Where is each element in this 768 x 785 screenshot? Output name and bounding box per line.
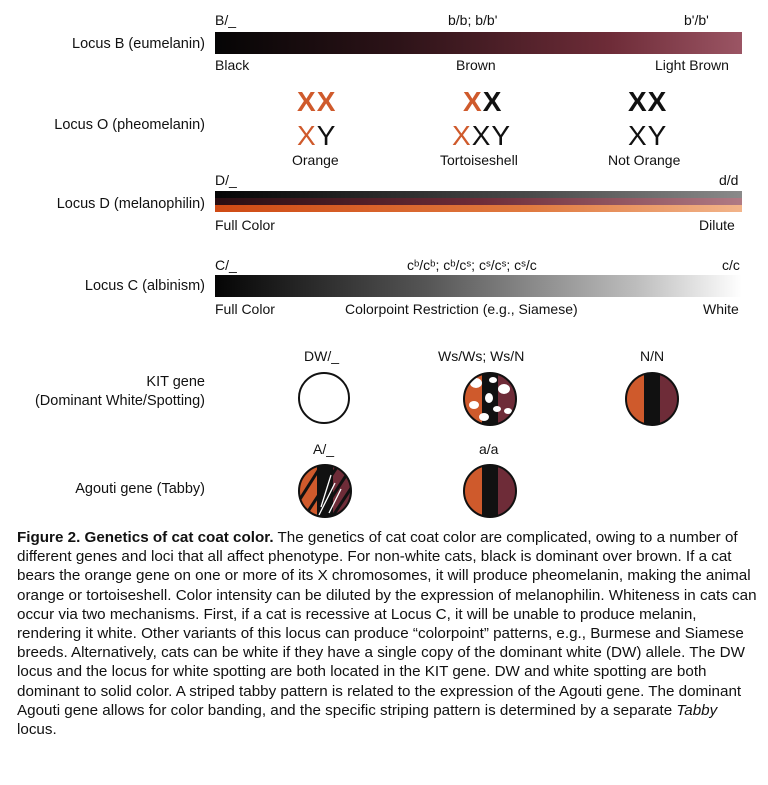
locus-c-genotype-dominant: C/_ (215, 257, 237, 273)
not-orange-female-genotype: XX (628, 86, 668, 117)
kit-genotype-solid: N/N (640, 348, 665, 364)
kit-genotype-spotting: Ws/Ws; Ws/N (438, 348, 525, 364)
orange-female-genotype: XX (297, 86, 337, 117)
locus-o-label: Locus O (pheomelanin) (54, 117, 205, 133)
solid-color-circle (624, 371, 680, 427)
locus-d-brown-band (215, 198, 742, 205)
figure-caption-title: Figure 2. Genetics of cat coat color. (17, 529, 274, 546)
phenotype-orange-label: Orange (292, 152, 339, 168)
agouti-genotype-recessive: a/a (479, 441, 499, 457)
locus-c-genotype-recessive: c/c (722, 257, 740, 273)
locus-d-phenotype-dilute: Dilute (699, 217, 735, 233)
locus-b-genotype-dominant: B/_ (215, 12, 237, 28)
tabby-circle (297, 463, 353, 519)
figure-caption-text-1: The genetics of cat coat color are complicated, owing to a number of different genes and loci that all affect phenotype. For non-white cats, black is dominant over brown. If a cat bears the orange gene on one or more of its X chromosomes, it will produce pheomelanin, making the animal orange or tortoiseshell. Color intensity can be diluted by the expression of melanophilin. Whiteness in cats can occur via two mechanisms. First, if a cat is recessive at Locus C, it will be unable to produce melanin, rendering it white. Other variants of this locus can produce “colorpoint” patterns, e.g., Burmese and Siamese breeds. Alternatively, cats can be white if they have a single copy of the dominant white (DW) allele. The DW locus and the locus for white spotting are both located in the KIT gene. DW and white spotting are both dominant to solid color. A striped tabby pattern is related to the expression of the Agouti gene. The dominant Agouti gene allows for color banding, and the specific striping pattern is determined by a separate (17, 529, 757, 719)
locus-b-phenotype-light-brown: Light Brown (655, 57, 729, 73)
locus-c-phenotype-full: Full Color (215, 301, 275, 317)
locus-d-label: Locus D (melanophilin) (56, 196, 205, 212)
phenotype-tortoiseshell-label: Tortoiseshell (440, 152, 518, 168)
kit-label-line2: (Dominant White/Spotting) (34, 393, 205, 409)
orange-male-genotype: XY (297, 120, 337, 151)
kit-label-line1: KIT gene (146, 374, 205, 390)
locus-b-label: Locus B (eumelanin) (72, 36, 205, 52)
locus-b-phenotype-brown: Brown (456, 57, 496, 73)
locus-d-genotype-recessive: d/d (719, 172, 739, 188)
locus-c-gradient-bar (215, 275, 742, 297)
locus-b-genotype-mid: b/b; b/b' (448, 12, 498, 28)
locus-c-label: Locus C (albinism) (84, 278, 205, 294)
locus-d-genotype-dominant: D/_ (215, 172, 237, 188)
kit-genotype-dominant-white: DW/_ (304, 348, 339, 364)
locus-c-genotype-colorpoint: cᵇ/cᵇ; cᵇ/cˢ; cˢ/cˢ; cˢ/c (407, 257, 537, 273)
locus-d-phenotype-full: Full Color (215, 217, 275, 233)
phenotype-not-orange-label: Not Orange (608, 152, 681, 168)
locus-b-gradient-bar (215, 32, 742, 54)
white-spotting-circle (462, 371, 518, 427)
agouti-genotype-dominant: A/_ (313, 441, 335, 457)
locus-b-phenotype-black: Black (215, 57, 250, 73)
figure-caption-text-2: locus. (17, 721, 57, 739)
locus-d-black-band (215, 191, 742, 198)
locus-d-orange-band (215, 205, 742, 212)
not-orange-male-genotype: XY (628, 120, 668, 151)
tortoiseshell-female-genotype: XX (463, 86, 503, 117)
locus-c-phenotype-colorpoint: Colorpoint Restriction (e.g., Siamese) (345, 301, 578, 317)
tortoiseshell-male-genotype: XXY (452, 120, 512, 151)
locus-b-genotype-recessive: b'/b' (684, 12, 709, 28)
figure-caption-italic: Tabby (676, 701, 718, 719)
locus-c-phenotype-white: White (703, 301, 739, 317)
agouti-label: Agouti gene (Tabby) (75, 481, 205, 497)
dominant-white-circle (298, 372, 350, 424)
figure-caption (17, 528, 757, 739)
non-agouti-circle (462, 463, 518, 519)
